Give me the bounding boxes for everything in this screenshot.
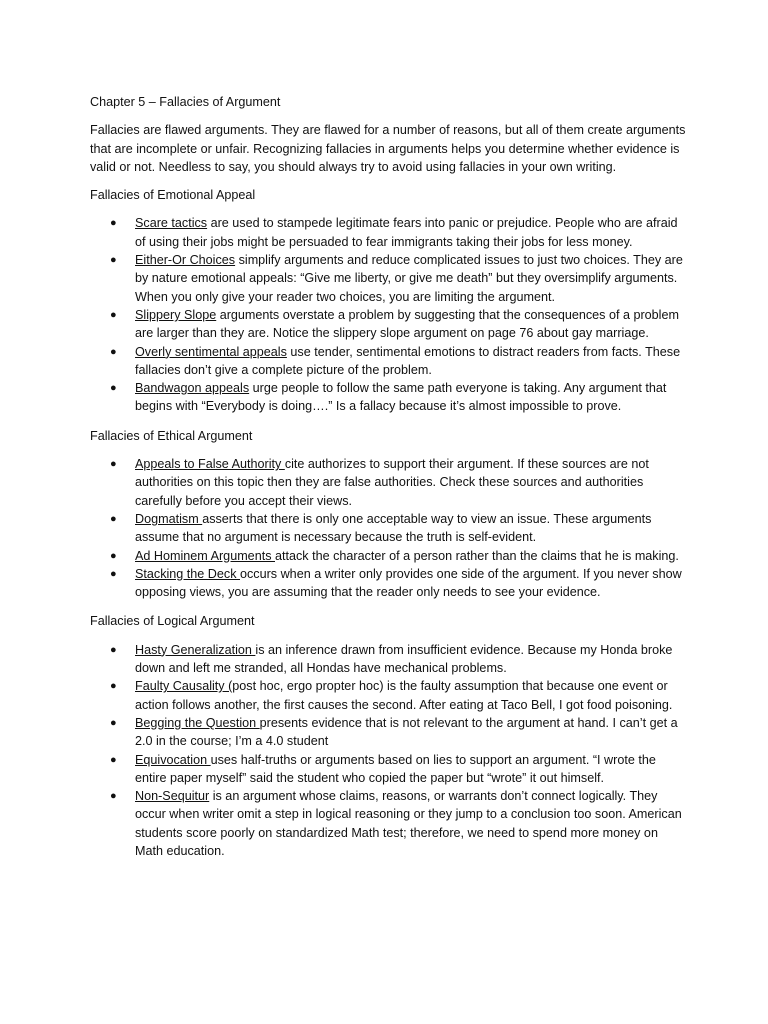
list-item	[110, 343, 688, 380]
bullet-icon: ●	[110, 680, 117, 693]
bullet-icon: ●	[110, 549, 117, 562]
section-heading-emotional: Fallacies of Emotional Appeal	[90, 188, 256, 203]
fallacy-term: Appeals to False Authority	[135, 457, 285, 472]
fallacy-description: are used to stampede legitimate fears into panic or prejudice. People who are afraid of using their jobs might be persuaded to fear immigrants taking their jobs for less money.	[135, 216, 678, 249]
bullet-icon: ●	[110, 716, 117, 729]
section-heading-logical: Fallacies of Logical Argument	[90, 614, 255, 629]
list-item	[110, 565, 688, 602]
list-item	[110, 751, 688, 788]
bullet-icon: ●	[110, 458, 117, 471]
fallacy-term: Overly sentimental appeals	[135, 344, 287, 359]
fallacy-description: attack the character of a person rather than the claims that he is making.	[275, 548, 679, 563]
fallacy-term: Non-Sequitur	[135, 789, 210, 804]
list-item	[110, 379, 688, 416]
fallacy-description: cite authorizes to support their argument. If these sources are not authorities on this topic then they are false authorities. Check these sources and authorities carefully before you accept their views.	[135, 457, 649, 508]
fallacy-term: Scare tactics	[135, 216, 208, 231]
bullet-icon: ●	[110, 790, 117, 803]
list-item	[110, 510, 688, 547]
fallacy-term: Slippery Slope	[135, 307, 217, 322]
ethical-fallacies-list	[90, 455, 688, 601]
page-title: Chapter 5 – Fallacies of Argument	[90, 95, 281, 109]
fallacy-description: uses half-truths or arguments based on lies to support an argument. “I wrote the entire paper myself” said the student who copied the paper but “wrote” it out himself.	[135, 752, 656, 785]
fallacy-description: arguments overstate a problem by suggesting that the consequences of a problem are larger than they are. Notice the slippery slope argument on page 76 about gay marriage.	[135, 307, 679, 341]
bullet-icon: ●	[110, 512, 117, 525]
fallacy-description: urge people to follow the same path everyone is taking. Any argument that begins with “Everybody is doing….” Is a fallacy because it’s almost impossible to prove.	[135, 381, 667, 414]
fallacy-term: Equivocation	[135, 752, 211, 767]
fallacy-description: is an inference drawn from insufficient evidence. Because my Honda broke down and left me stranded, all Hondas have mechanical problems.	[135, 642, 673, 676]
fallacy-description: is an argument whose claims, reasons, or warrants don’t connect logically. They occur when writer omit a step in logical reasoning or they jump to a conclusion too soon. American students score poorly on standardized Math test; therefore, we need to spend more money on Math education.	[135, 789, 682, 858]
list-item	[110, 677, 688, 714]
list-item	[110, 455, 688, 510]
logical-fallacies-list	[90, 641, 688, 861]
fallacy-description: post hoc, ergo propter hoc) is the faulty assumption that because one event or action follows another, the first causes the second. After eating at Taco Bell, I got food poisoning.	[135, 679, 673, 712]
fallacy-term: Either-Or Choices	[135, 253, 236, 268]
fallacy-description: presents evidence that is not relevant to the argument at hand. I can’t get a 2.0 in the course; I’m a 4.0 student	[135, 715, 678, 749]
section-heading-ethical: Fallacies of Ethical Argument	[90, 428, 253, 443]
list-item	[110, 787, 688, 860]
emotional-fallacies-list	[90, 214, 688, 415]
intro-paragraph: Fallacies are flawed arguments. They are flawed for a number of reasons, but all of them create arguments that are incomplete or unfair. Recognizing fallacies in arguments helps you determine whether evidence is valid or not. Needless to say, you should always try to avoid using fallacies in your own writing.	[90, 123, 686, 174]
bullet-icon: ●	[110, 753, 117, 766]
fallacy-term: Faulty Causality (	[135, 679, 233, 694]
fallacy-description: use tender, sentimental emotions to distract readers from facts. These fallacies don’t give a complete picture of the problem.	[135, 344, 681, 377]
fallacy-description: occurs when a writer only provides one side of the argument. If you never show opposing views, you are assuming that the reader only needs to see your evidence.	[135, 566, 682, 600]
list-item	[110, 214, 688, 251]
fallacy-term: Stacking the Deck	[135, 566, 240, 581]
fallacy-term: Ad Hominem Arguments	[135, 548, 275, 563]
bullet-icon: ●	[110, 345, 117, 358]
fallacy-term: Bandwagon appeals	[135, 381, 250, 396]
bullet-icon: ●	[110, 567, 117, 580]
bullet-icon: ●	[110, 254, 117, 267]
bullet-icon: ●	[110, 382, 117, 395]
fallacy-description: asserts that there is only one acceptable way to view an issue. These arguments assume that no argument is necessary because the truth is self-evident.	[135, 511, 652, 545]
fallacy-term: Dogmatism	[135, 511, 203, 526]
bullet-icon: ●	[110, 217, 117, 230]
list-item	[110, 547, 688, 565]
bullet-icon: ●	[110, 308, 117, 321]
fallacy-description: simplify arguments and reduce complicated issues to just two choices. They are by nature emotional appeals: “Give me liberty, or give me death” but they oversimplify arguments. When you only give your reader two choices, you are limiting the argument.	[135, 253, 683, 304]
list-item	[110, 251, 688, 306]
list-item	[110, 714, 688, 751]
list-item	[110, 641, 688, 678]
fallacy-term: Begging the Question	[135, 715, 260, 730]
list-item	[110, 306, 688, 343]
fallacy-term: Hasty Generalization	[135, 642, 256, 657]
bullet-icon: ●	[110, 643, 117, 656]
